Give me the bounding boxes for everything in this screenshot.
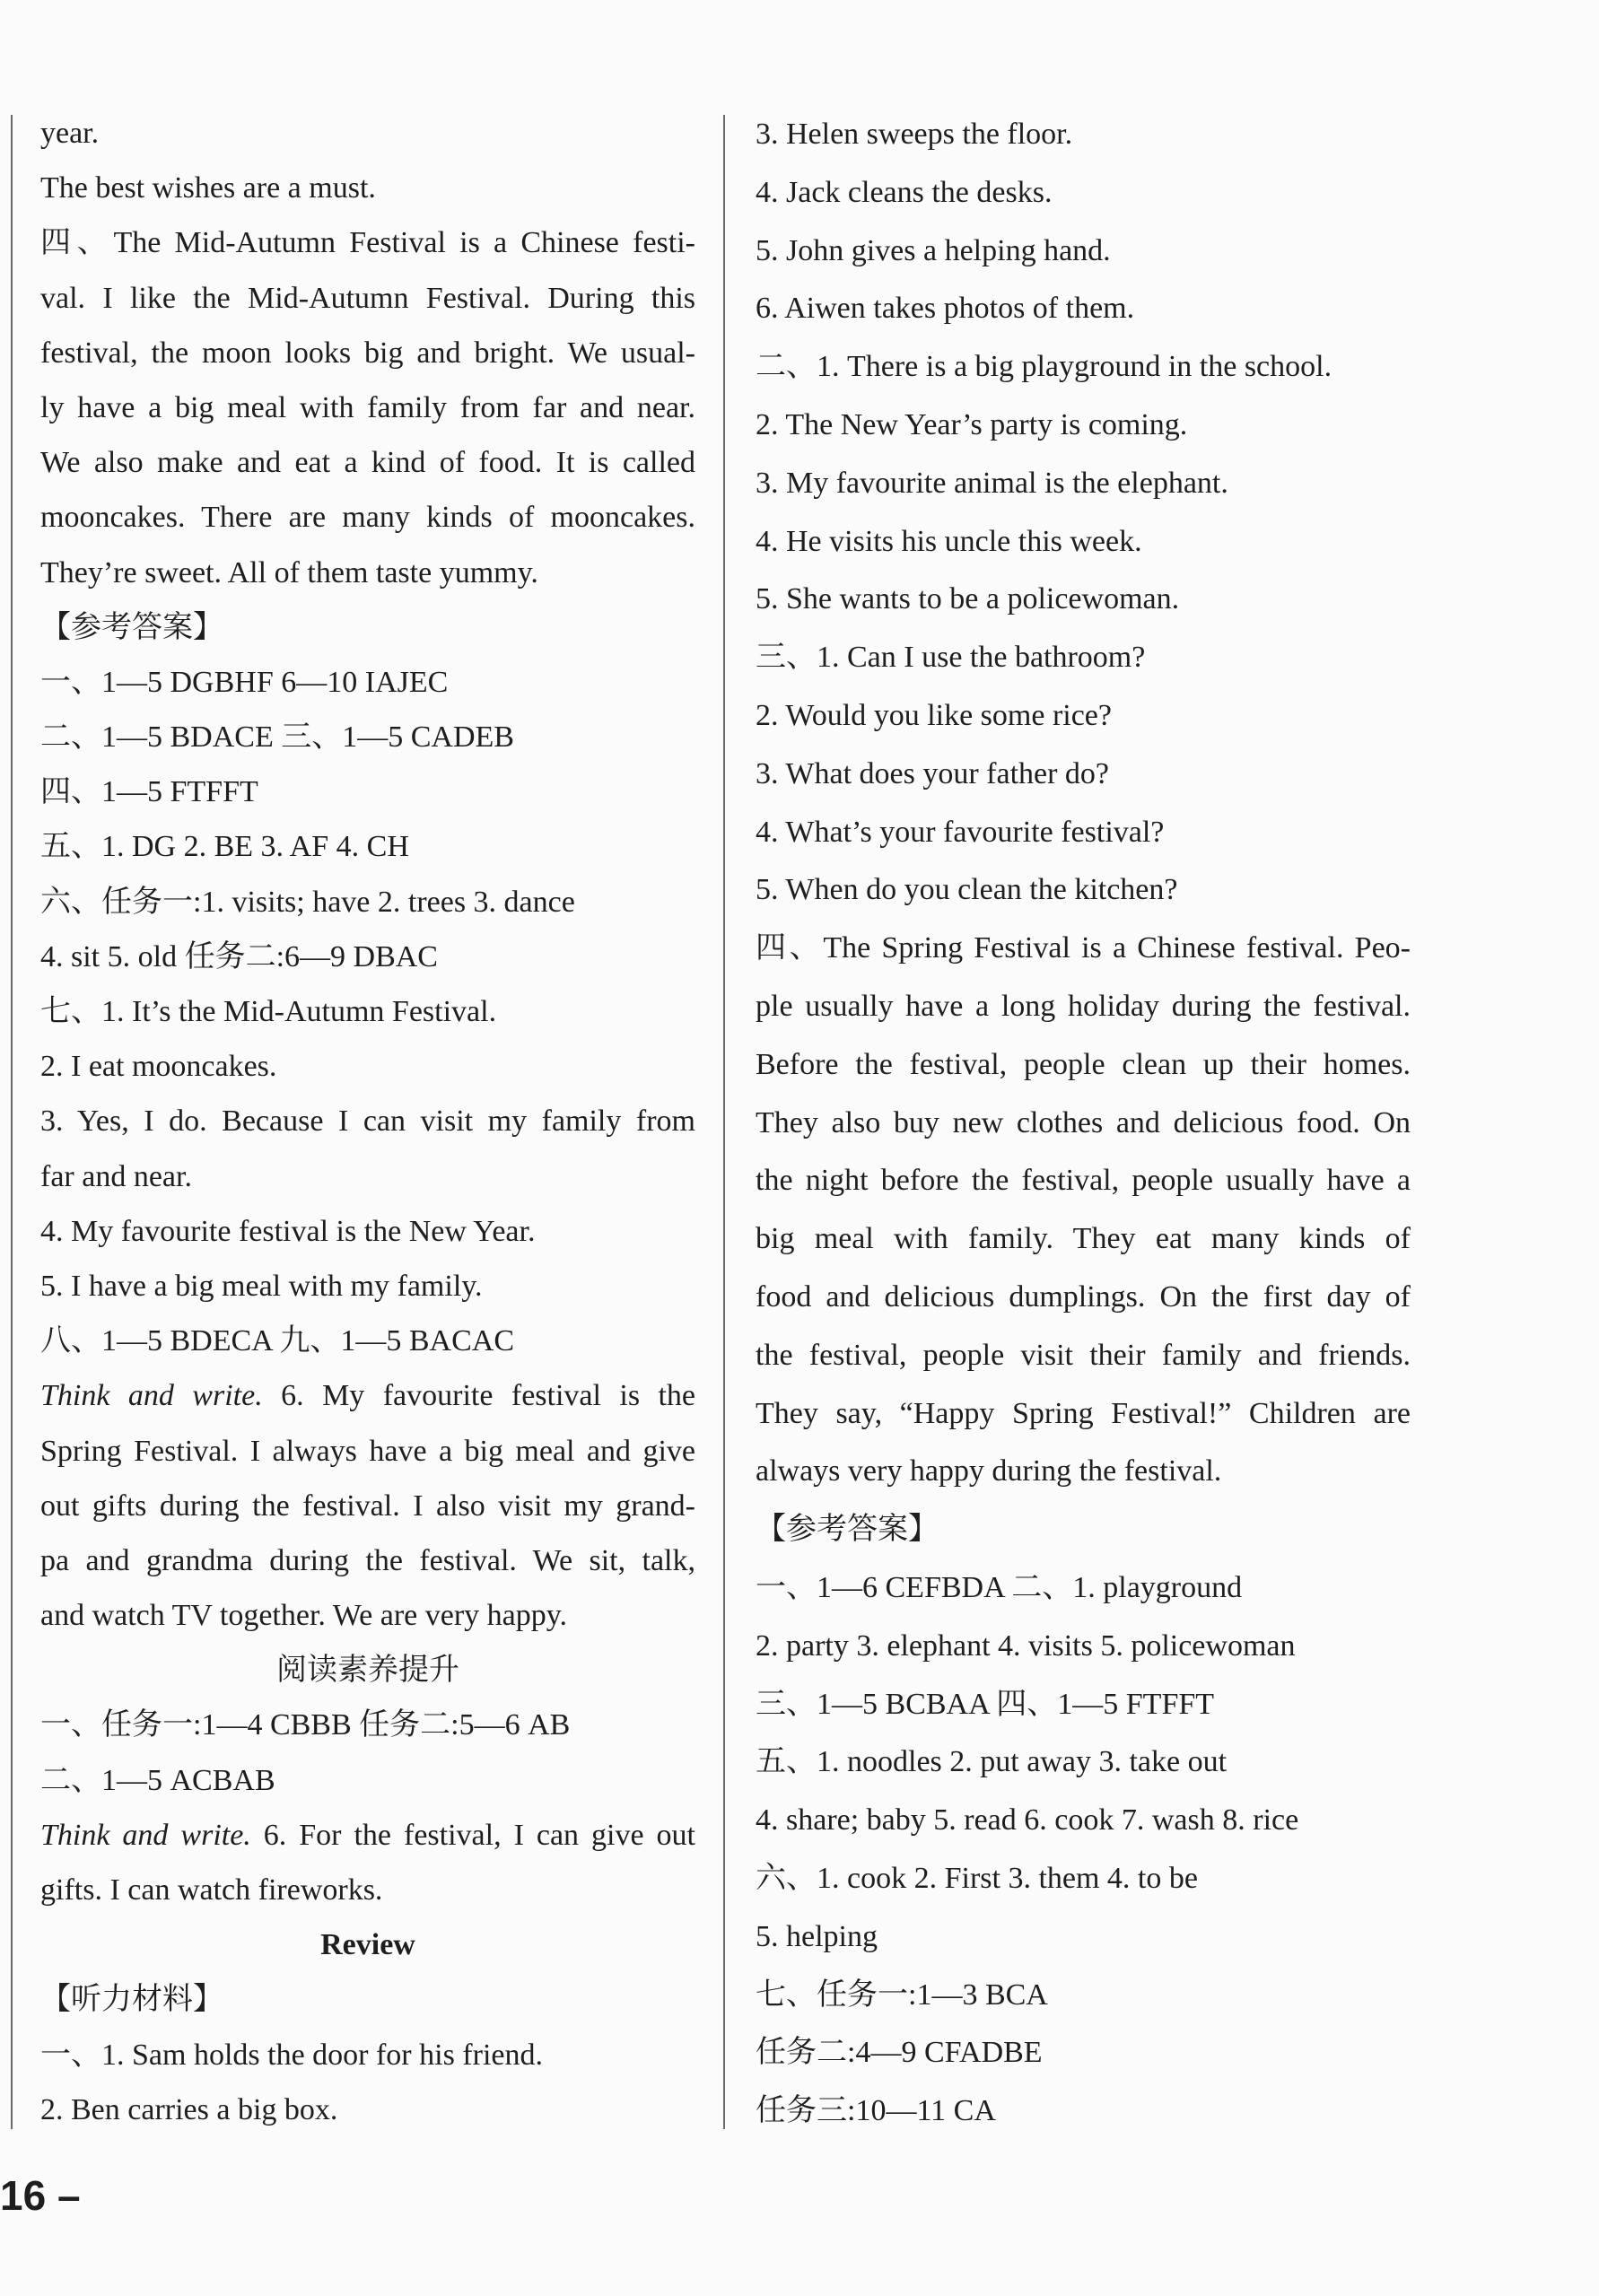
line: 4. My favourite festival is the New Year. <box>40 1214 536 1248</box>
line: and watch TV together. We are very happy. <box>40 1599 568 1633</box>
line: 七、1. It’s the Mid-Autumn Festival. <box>40 995 497 1028</box>
left-margin-rule <box>11 115 13 2129</box>
line: They say, “Happy Spring Festival!” Children are <box>756 1396 1411 1430</box>
line: 五、1. DG 2. BE 3. AF 4. CH <box>40 830 409 864</box>
line: They also buy new clothes and delicious food. On <box>756 1105 1411 1139</box>
line: 4. share; baby 5. read 6. cook 7. wash 8. rice <box>756 1803 1299 1838</box>
line: 5. John gives a helping hand. <box>756 233 1111 267</box>
line: 2. party 3. elephant 4. visits 5. policewoman <box>756 1628 1296 1663</box>
line: 3. Helen sweeps the floor. <box>756 118 1073 151</box>
section-heading: 【听力材料】 <box>40 1983 223 2017</box>
line: 3. My favourite animal is the elephant. <box>756 466 1228 500</box>
line: 4. He visits his uncle this week. <box>756 524 1142 558</box>
line-text: 6. My favourite festival is the <box>281 1379 696 1413</box>
line: 四、The Mid-Autumn Festival is a Chinese festi- <box>40 226 695 260</box>
line: 七、任务一:1—3 BCA <box>756 1977 1048 2012</box>
line: Spring Festival. I always have a big meal and give <box>40 1434 695 1468</box>
left-column <box>40 106 695 2137</box>
line: 一、1. Sam holds the door for his friend. <box>40 2038 543 2072</box>
line: 5. I have a big meal with my family. <box>40 1269 483 1303</box>
line: 2. I eat mooncakes. <box>40 1050 277 1084</box>
line: 一、1—5 DGBHF 6—10 IAJEC <box>40 665 449 699</box>
line: always very happy during the festival. <box>756 1454 1222 1488</box>
line: They’re sweet. All of them taste yummy. <box>40 555 538 589</box>
section-heading: 【参考答案】 <box>756 1513 939 1547</box>
line: 任务三:10—11 CA <box>756 2094 996 2128</box>
line: 4. Jack cleans the desks. <box>756 175 1053 209</box>
section-heading: 【参考答案】 <box>40 610 223 644</box>
line: 二、1—5 BDACE 三、1—5 CADEB <box>40 720 514 755</box>
line: food and delicious dumplings. On the first day of <box>756 1279 1411 1314</box>
line-text: 6. For the festival, I can give out <box>263 1818 695 1852</box>
line: 六、1. cook 2. First 3. them 4. to be <box>756 1861 1198 1895</box>
section-title: Review <box>320 1928 415 1962</box>
line: 4. sit 5. old 任务二:6—9 DBAC <box>40 939 438 973</box>
section-title: 阅读素养提升 <box>276 1654 459 1688</box>
line: Before the festival, people clean up their homes. <box>756 1047 1411 1081</box>
page-number: 16 – <box>0 2172 81 2219</box>
line: 八、1—5 BDECA 九、1—5 BACAC <box>40 1324 514 1358</box>
line: 三、1—5 BCBAA 四、1—5 FTFFT <box>756 1687 1215 1721</box>
line: The best wishes are a must. <box>40 171 376 205</box>
line: 5. When do you clean the kitchen? <box>756 873 1178 907</box>
think-write-label: Think and write. <box>40 1379 263 1413</box>
line: 3. Yes, I do. Because I can visit my family from <box>40 1104 695 1139</box>
line: gifts. I can watch fireworks. <box>40 1873 383 1907</box>
line: festival, the moon looks big and bright. We usual- <box>40 336 695 370</box>
line: 二、1. There is a big playground in the school. <box>756 350 1332 384</box>
line: 6. Aiwen takes photos of them. <box>756 292 1135 326</box>
line: 四、1—5 FTFFT <box>40 775 258 809</box>
right-column <box>756 106 1411 2141</box>
line: 4. What’s your favourite festival? <box>756 815 1165 849</box>
line: 2. Ben carries a big box. <box>40 2092 338 2126</box>
line: 一、1—6 CEFBDA 二、1. playground <box>756 1570 1243 1604</box>
line: 2. The New Year’s party is coming. <box>756 407 1188 441</box>
line: 五、1. noodles 2. put away 3. take out <box>756 1745 1228 1779</box>
column-divider <box>723 115 725 2129</box>
line: 5. helping <box>756 1919 878 1953</box>
line: mooncakes. There are many kinds of mooncakes. <box>40 501 695 535</box>
line: the night before the festival, people usually have a <box>756 1164 1411 1198</box>
line: val. I like the Mid-Autumn Festival. During this <box>40 281 695 315</box>
think-write-line <box>40 1808 695 1863</box>
line: We also make and eat a kind of food. It is called <box>40 446 695 480</box>
line: pa and grandma during the festival. We sit, talk, <box>40 1543 695 1577</box>
line: 一、任务一:1—4 CBBB 任务二:5—6 AB <box>40 1708 571 1742</box>
line: 三、1. Can I use the bathroom? <box>756 641 1146 675</box>
think-write-line <box>40 1368 695 1423</box>
line: 四、The Spring Festival is a Chinese festival. Peo- <box>756 931 1411 965</box>
line: 二、1—5 ACBAB <box>40 1763 275 1797</box>
line: 任务二:4—9 CFADBE <box>756 2036 1043 2070</box>
line: 5. She wants to be a policewoman. <box>756 582 1180 616</box>
line: ly have a big meal with family from far and near. <box>40 390 695 424</box>
line: 2. Would you like some rice? <box>756 698 1112 732</box>
line: 3. What does your father do? <box>756 756 1110 790</box>
line: out gifts during the festival. I also visit my grand- <box>40 1488 695 1523</box>
line: year. <box>40 117 100 150</box>
line: far and near. <box>40 1159 192 1193</box>
line: the festival, people visit their family and friends. <box>756 1338 1411 1372</box>
line: 六、任务一:1. visits; have 2. trees 3. dance <box>40 885 575 919</box>
line: big meal with family. They eat many kinds of <box>756 1222 1411 1256</box>
line: ple usually have a long holiday during the festival. <box>756 989 1411 1023</box>
think-write-label: Think and write. <box>40 1818 251 1852</box>
